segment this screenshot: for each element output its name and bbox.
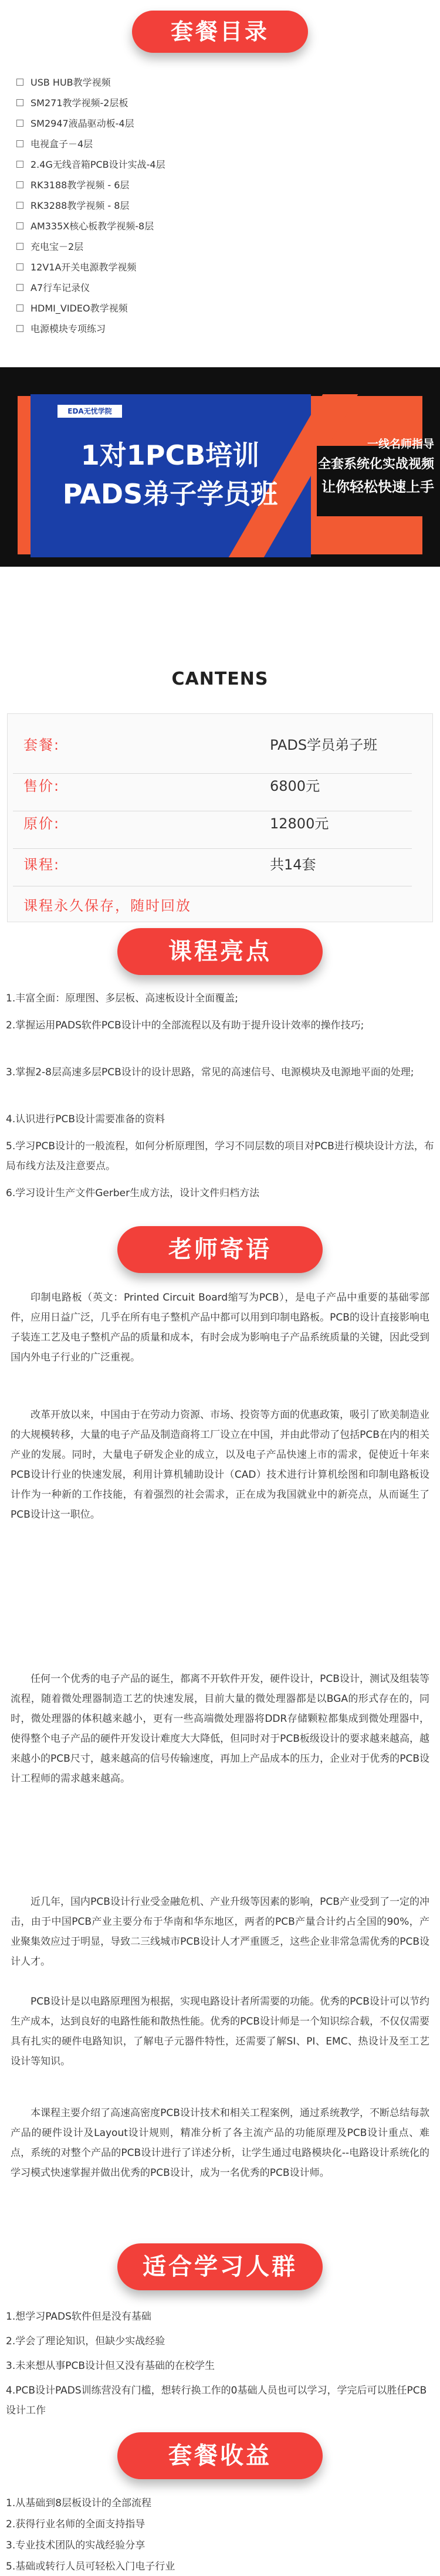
price-value-sale: 6800元 <box>270 778 320 794</box>
directory-item-label: SM271教学视频-2层板 <box>31 97 128 109</box>
directory-item-label: USB HUB教学视频 <box>31 77 111 88</box>
checkbox-square-icon <box>16 161 23 168</box>
audience-line: 1.想学习PADS软件但是没有基础 <box>6 2311 151 2323</box>
price-label-original: 原价: <box>23 815 60 832</box>
price-value-original: 12800元 <box>270 815 329 832</box>
teacher-title: 老师寄语 <box>117 1226 323 1273</box>
directory-list <box>16 72 421 338</box>
directory-item <box>16 256 421 277</box>
directory-item <box>16 133 421 154</box>
benefits-line: 2.获得行业名师的全面支持指导 <box>6 2519 145 2530</box>
checkbox-square-icon <box>16 79 23 86</box>
checkbox-square-icon <box>16 202 23 209</box>
directory-item <box>16 277 421 297</box>
checkbox-square-icon <box>16 284 23 291</box>
directory-item-label: RK3288教学视频 - 8层 <box>31 200 130 211</box>
checkbox-square-icon <box>16 99 23 106</box>
banner-title-line1: 1对1PCB培训 <box>80 439 260 471</box>
banner-sub-line3: 让你轻松快速上手 <box>321 479 434 495</box>
directory-item <box>16 113 421 133</box>
checkbox-square-icon <box>16 304 23 312</box>
highlights-line: 2.掌握运用PADS软件PCB设计中的全部流程以及有助于提升设计效率的操作技巧; <box>6 1020 364 1031</box>
price-label-sale: 售价: <box>23 778 60 794</box>
directory-item <box>16 318 421 338</box>
checkbox-square-icon <box>16 325 23 332</box>
benefits-line: 1.从基础到8层板设计的全部流程 <box>6 2497 152 2509</box>
banner-tag: EDA无忧学院 <box>57 405 122 418</box>
checkbox-square-icon <box>16 243 23 250</box>
teacher-paragraph: 印制电路板（英文：Printed Circuit Board缩写为PCB），是电子产品中重要的基础零部件，应用日益广泛，几乎在所有电子整机产品中都可以用到印制电路板。PCB的设计直接影响电子装连工艺及电子整机产品的质量和成本，有时会成为影响电子产品系统质量的关键，因此受到国内外电子行业的广泛重视。 <box>11 1292 429 1363</box>
price-footer: 课程永久保存，随时回放 <box>23 898 191 914</box>
teacher-paragraph: 本课程主要介绍了高速高密度PCB设计技术和相关工程案例，通过系统教学，不断总结每款产品的硬件设计及Layout设计规则，精准分析了各主流产品的功能原理及PCB设计重点、难点，系统的对整个产品的PCB设计进行了详述分析，让学生通过电路模块化--电路设计系统化的学习模式快速掌握并做出优秀的PCB设计，成为一名优秀的PCB设计师。 <box>11 2107 429 2179</box>
highlights-line: 1.丰富全面：原理图、多层板、高速板设计全面覆盖; <box>6 993 238 1004</box>
directory-item-label: SM2947液晶驱动板-4层 <box>31 118 134 129</box>
directory-item-label: A7行车记录仪 <box>31 282 90 293</box>
checkbox-square-icon <box>16 222 23 229</box>
audience-line: 4.PCB设计PADS训练营没有门槛，想转行换工作的0基础人员也可以学习，学完后可以胜任PCB设计工作 <box>6 2385 427 2416</box>
price-value-package: PADS学员弟子班 <box>270 737 378 753</box>
directory-item <box>16 92 421 113</box>
banner-title-line2: PADS弟子学员班 <box>62 478 278 510</box>
contents-label: CANTENS <box>171 669 269 689</box>
banner-sub-line2: 全套系统化实战视频 <box>317 457 434 472</box>
highlights-line: 4.认识进行PCB设计需要准备的资料 <box>6 1113 165 1125</box>
checkbox-square-icon <box>16 181 23 188</box>
benefits-line: 3.专业技术团队的实战经验分享 <box>6 2540 145 2551</box>
directory-item <box>16 72 421 92</box>
directory-item <box>16 215 421 236</box>
checkbox-square-icon <box>16 263 23 270</box>
teacher-paragraph: 改革开放以来，中国由于在劳动力资源、市场、投资等方面的优惠政策，吸引了欧美制造业的大规模转移，大量的电子产品及制造商将工厂设立在中国，并由此带动了包括PCB在内的相关产业的发展。同时，大量电子研发企业的成立，以及电子产品快速上市的需求，促使近十年来PCB设计行业的快速发展，利用计算机辅助设计（CAD）技术进行计算机绘图和印制电路板设计作为一种新的工作技能，有着强烈的社会需求，正在成为我国就业中的新亮点，从而诞生了PCB设计这一职位。 <box>11 1409 429 1521</box>
teacher-paragraph: PCB设计是以电路原理图为根据，实现电路设计者所需要的功能。优秀的PCB设计可以节约生产成本，达到良好的电路性能和散热性能。优秀的PCB设计师是一个知识综合载，不仅仅需要具有扎实的硬件电路知识，了解电子元器件特性，还需要了解SI、PI、EMC、热设计及至工艺设计等知识。 <box>11 1996 429 2067</box>
teacher-paragraph: 任何一个优秀的电子产品的诞生，都离不开软件开发，硬件设计，PCB设计，测试及组装等流程，随着微处理器制造工艺的快速发展，目前大量的微处理器都是以BGA的形式存在的，同时，微处理器的体积越来越小，更有一些高端微处理器将DDR存储颗粒都集成到微处理器中，使得整个电子产品的硬件开发设计难度大大降低，但同时对于PCB板级设计的要求越来越高，越来越小的PCB尺寸，越来越高的信号传输速度，再加上产品成本的压力，企业对于优秀的PCB设计工程师的需求越来越高。 <box>11 1673 429 1785</box>
benefits-line: 5.基础或转行人员可轻松入门电子行业 <box>6 2561 175 2572</box>
directory-item-label: 12V1A开关电源教学视频 <box>31 262 137 273</box>
price-divider <box>13 848 412 849</box>
price-value-courses: 共14套 <box>270 857 316 873</box>
teacher-paragraph: 近几年，国内PCB设计行业受金融危机、产业升级等因素的影响，PCB产业受到了一定的冲击，由于中国PCB产业主要分布于华南和华东地区，两者的PCB产量合计约占全国的90%，产业聚集效应过于明显，导致二三线城市PCB设计人才严重匮乏，这些企业非常急需优秀的PCB设计人才。 <box>11 1896 429 1968</box>
audience-line: 3.未来想从事PCB设计但又没有基础的在校学生 <box>6 2360 215 2372</box>
directory-item <box>16 174 421 195</box>
directory-item <box>16 195 421 215</box>
highlights-title: 课程亮点 <box>117 928 323 975</box>
directory-item-label: RK3188教学视频 - 6层 <box>31 180 130 191</box>
directory-item-label: 充电宝－2层 <box>31 241 84 252</box>
directory-item <box>16 236 421 256</box>
directory-item-label: HDMI_VIDEO教学视频 <box>31 303 128 314</box>
directory-item-label: 2.4G无线音箱PCB设计实战-4层 <box>31 159 165 170</box>
checkbox-square-icon <box>16 120 23 127</box>
benefits-title: 套餐收益 <box>117 2432 323 2479</box>
price-label-courses: 课程: <box>23 857 60 873</box>
directory-item-label: 电源模块专项练习 <box>31 323 106 334</box>
directory-item-label: AM335X核心板教学视频-8层 <box>31 221 154 232</box>
audience-line: 2.学会了理论知识，但缺少实战经验 <box>6 2335 165 2347</box>
highlights-line: 6.学习设计生产文件Gerber生成方法，设计文件归档方法 <box>6 1187 260 1199</box>
audience-title: 适合学习人群 <box>117 2243 323 2290</box>
price-divider <box>13 773 412 774</box>
highlights-line: 5.学习PCB设计的一般流程，如何分析原理图，学习不同层数的项目对PCB进行模块设计方法，布局布线方法及注意要点。 <box>6 1140 434 1172</box>
price-label-package: 套餐: <box>23 737 60 753</box>
directory-item-label: 电视盒子－4层 <box>31 138 93 150</box>
checkbox-square-icon <box>16 140 23 147</box>
directory-title: 套餐目录 <box>132 11 308 53</box>
banner-sub-line1: 一线名师指导 <box>367 438 434 451</box>
highlights-line: 3.掌握2-8层高速多层PCB设计的设计思路，常见的高速信号、电源模块及电源地平面的处理; <box>6 1067 414 1078</box>
directory-item <box>16 297 421 318</box>
directory-item <box>16 154 421 174</box>
